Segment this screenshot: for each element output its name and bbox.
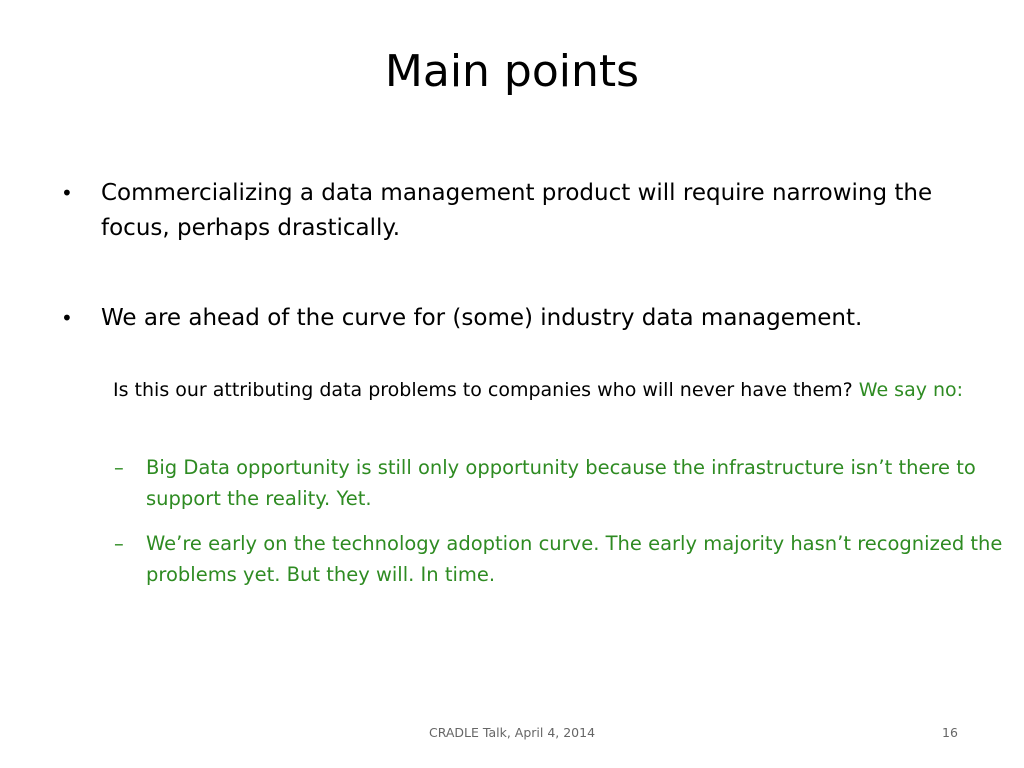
dash-item-text: Big Data opportunity is still only opportunity because the infrastructure isn’t there to support the reality. Yet. — [146, 456, 976, 510]
slide-footer: CRADLE Talk, April 4, 2014 — [428, 725, 596, 740]
page-number: 16 — [942, 725, 958, 740]
dash-list-item — [114, 452, 1021, 514]
bullet-symbol: • — [61, 306, 73, 330]
slide-title: Main points — [384, 46, 640, 97]
dash-symbol: – — [114, 456, 124, 479]
subpoint-question: Is this our attributing data problems to companies who will never have them? — [113, 379, 853, 401]
bullet-symbol: • — [61, 181, 73, 205]
bullet-item — [61, 301, 941, 336]
subpoint-answer: We say no: — [858, 379, 964, 401]
bullet-item — [61, 176, 941, 246]
subpoint — [113, 375, 1024, 405]
dash-symbol: – — [114, 532, 124, 555]
bullet-text: Commercializing a data management product will require narrowing the focus, perhaps drastically. — [101, 180, 933, 241]
bullet-text: We are ahead of the curve for (some) industry data management. — [101, 305, 863, 331]
dash-item-text: We’re early on the technology adoption curve. The early majority hasn’t recognized the problems yet. But they will. In time. — [146, 532, 1003, 586]
dash-list-item — [114, 528, 1021, 590]
